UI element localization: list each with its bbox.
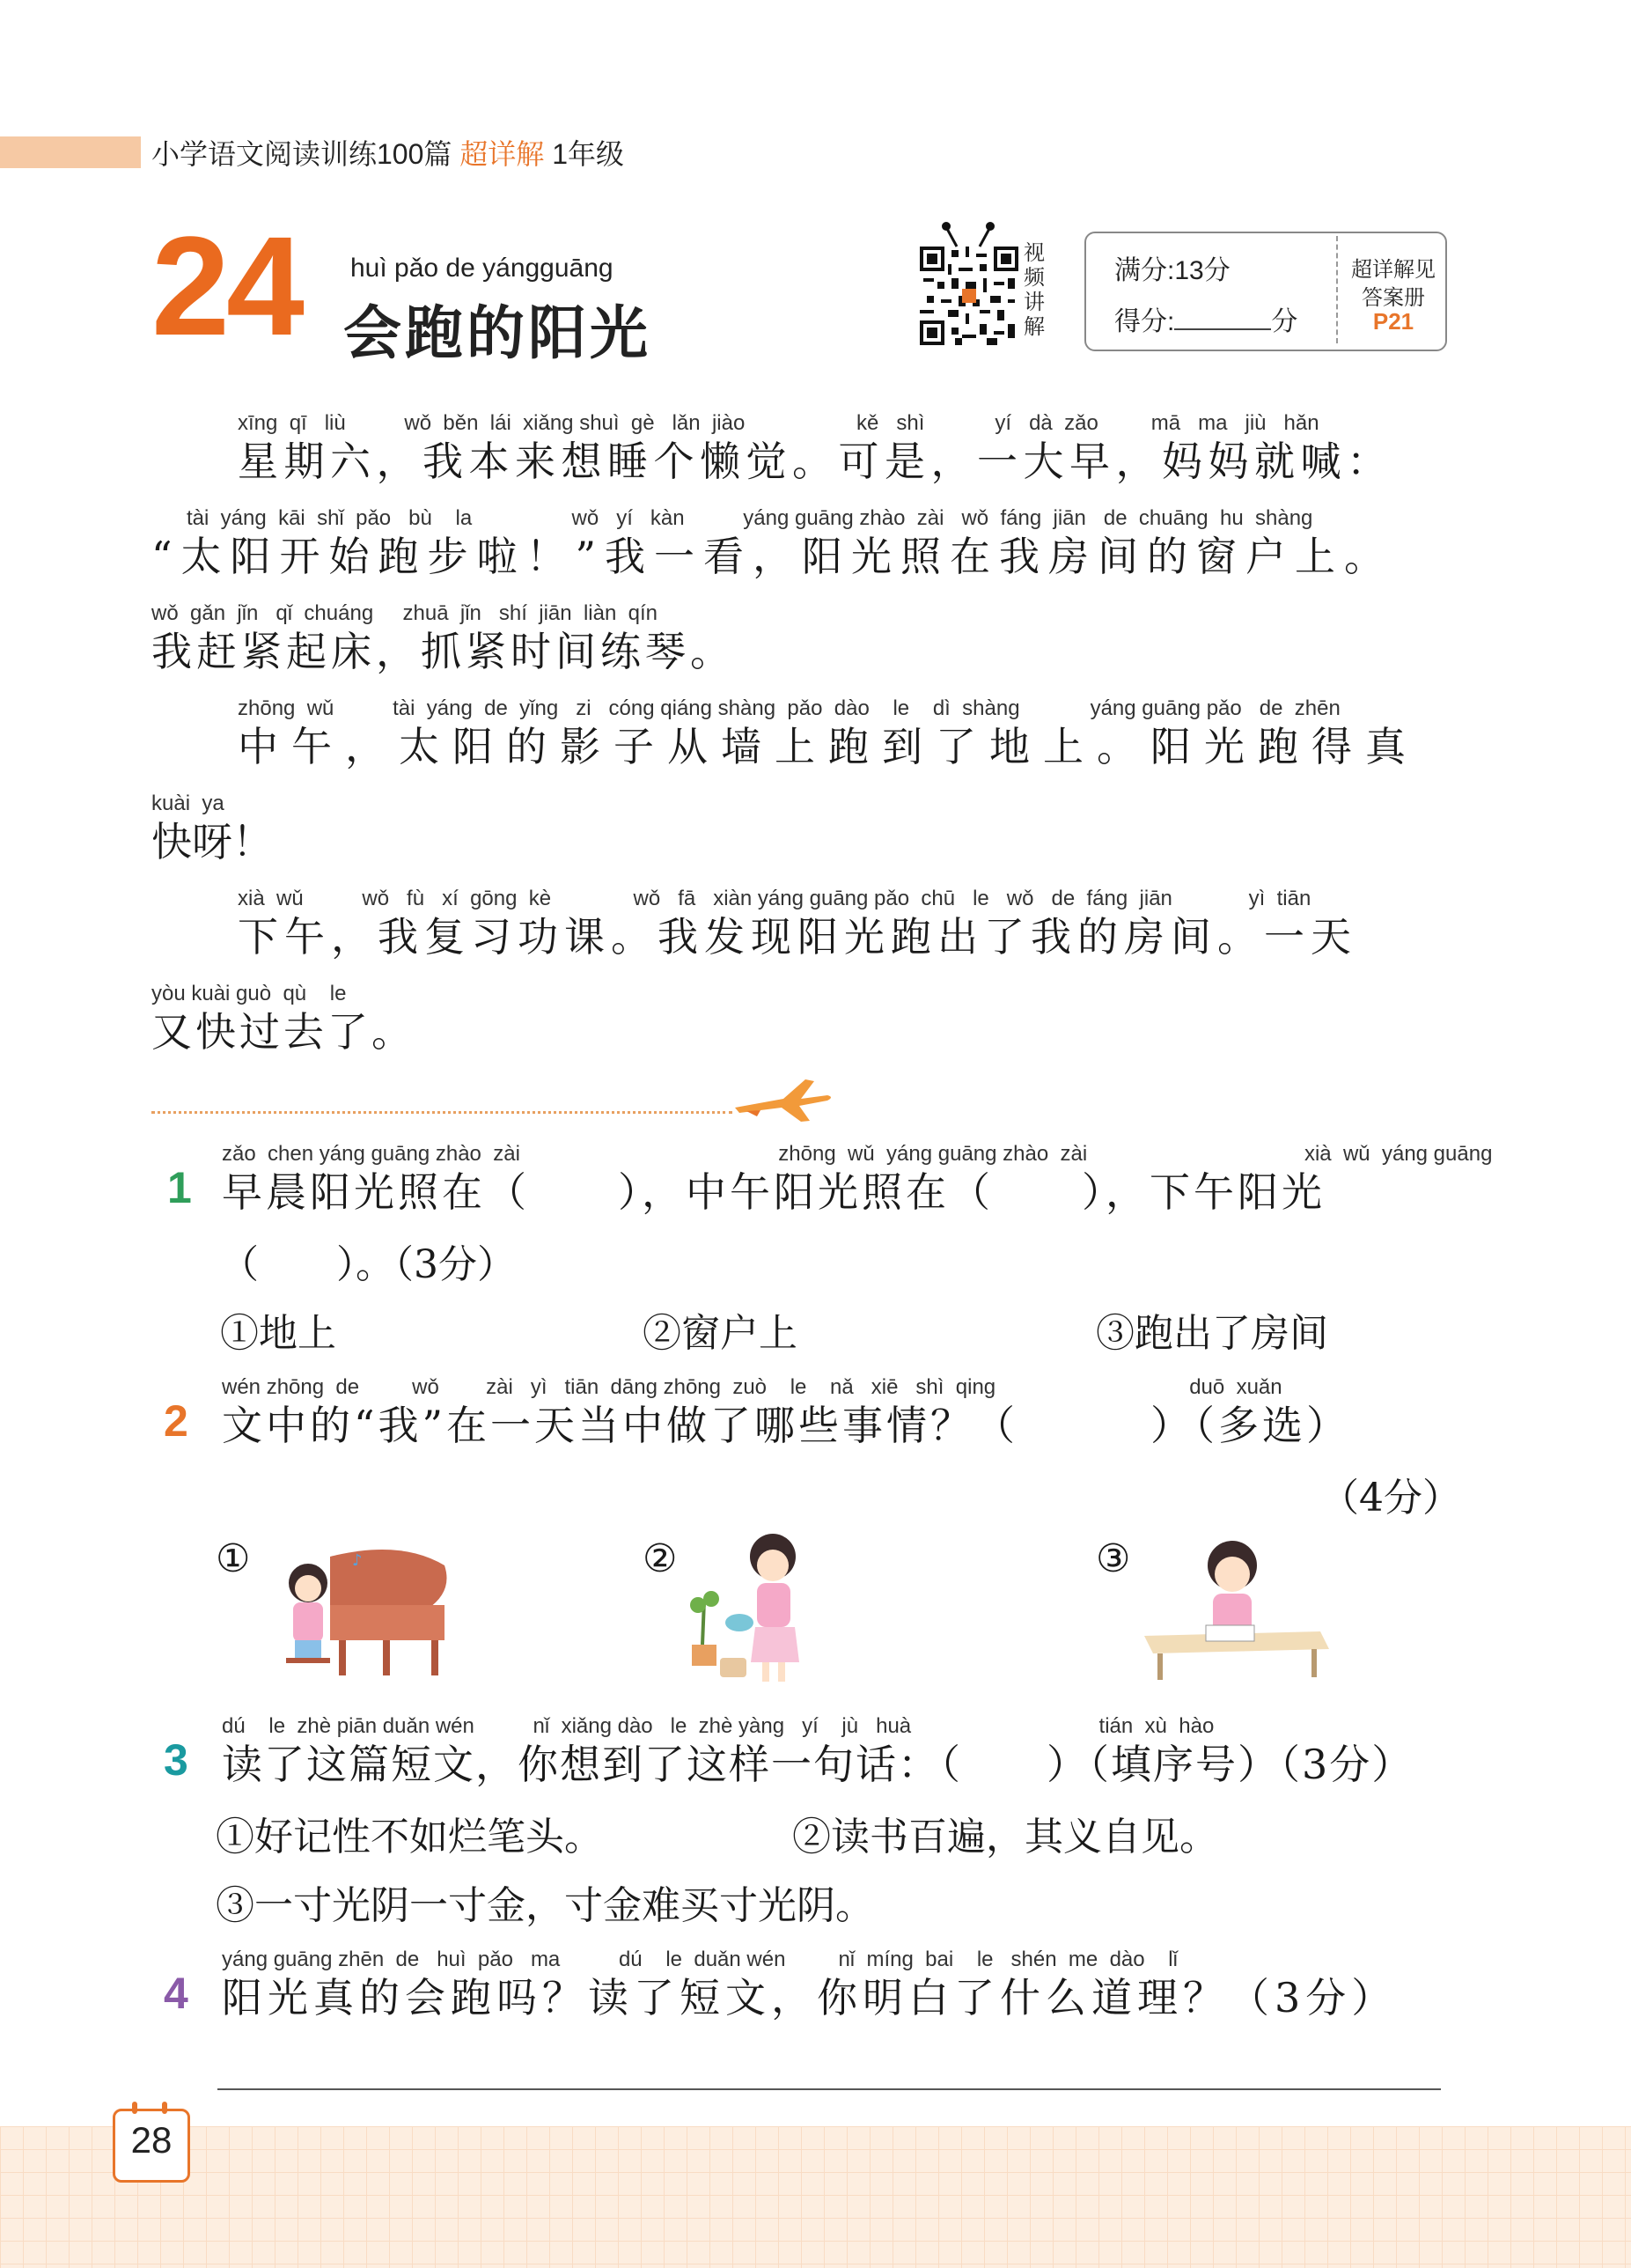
score-field[interactable] [1114,299,1297,338]
option-marker-3[interactable]: ③ [1096,1536,1131,1581]
qr-code-icon[interactable] [920,247,1018,345]
lesson-number: 24 [151,207,301,364]
antenna-icon [937,220,999,248]
option-2[interactable]: ②读书百遍，其义自见。 [792,1815,1218,1859]
hanzi-line: 读了这篇短文，你想到了这样一句话：（ ）（填序号）（3分） [222,1741,1414,1788]
passage-line [151,981,415,1057]
hanzi-line: 快呀！ [151,818,273,865]
question-text [222,1713,1414,1789]
watering-girl-illustration[interactable] [685,1530,826,1689]
score-blank[interactable] [1174,306,1271,330]
passage-line [238,410,1393,486]
pinyin-line: zhōng wǔ tài yáng de yǐng zi cóng qiáng shàng pǎo dào le dì shàng yáng guāng pǎo de zhēn [238,696,1341,720]
score-got-label: 得分: [1114,307,1175,336]
pinyin-line: wǒ gǎn jǐn qǐ chuáng zhuā jǐn shí jiān liàn qín [151,601,658,625]
hanzi-line: 早晨阳光照在（ ），中午阳光照在（ ），下午阳光 [222,1168,1326,1216]
question-number: 1 [167,1163,192,1212]
passage-line [151,505,1393,581]
answer-ref-line2: 答案册 [1362,286,1425,310]
pinyin-line: yòu kuài guò qù le [151,982,347,1005]
pinyin-line: xià wǔ wǒ fù xí gōng kè wǒ fā xiàn yáng guāng pǎo chū le wǒ de fáng jiān yì tiān [238,887,1311,910]
header-title [151,132,624,173]
question-text [222,1374,1350,1450]
question-number: 2 [164,1396,188,1446]
question-text [222,1141,1492,1217]
answer-ref-line1: 超详解见 [1351,258,1436,282]
hanzi-line: 中午，太阳的影子从墙上跑到了地上。阳光跑得真 [238,723,1419,770]
option-2[interactable]: ②窗户上 [643,1311,797,1356]
hanzi-line: 我赶紧起床，抓紧时间练琴。 [151,628,735,675]
question-text [222,1947,1397,2022]
hanzi-line: “太阳开始跑步啦！”我一看，阳光照在我房间的窗户上。 [151,533,1394,580]
header-band [0,136,141,168]
svg-text:♪: ♪ [352,1551,363,1570]
page-number: 28 [130,2119,173,2161]
hanzi-line: 文中的“我”在一天当中做了哪些事情？（ ）（多选） [222,1402,1351,1449]
passage-line [238,696,1419,771]
calendar-icon [125,2100,174,2116]
pinyin-line: tài yáng kāi shǐ pǎo bù la wǒ yí kàn yáng guāng zhào zài wǒ fáng jiān de chuāng hu shàng [187,506,1313,530]
pinyin-line: wén zhōng de wǒ zài yì tiān dāng zhōng zuò le nǎ xiē shì qing duō xuǎn [222,1375,1282,1399]
pinyin-line: yáng guāng zhēn de huì pǎo ma dú le duǎn wén nǐ míng bai le shén me dào lǐ [222,1948,1178,1971]
score-unit: 分 [1271,307,1298,336]
grade-label: 1年级 [552,138,625,170]
studying-girl-illustration[interactable] [1135,1530,1329,1684]
full-score-label: 满分:13分 [1114,256,1231,285]
series-highlight: 超详解 [459,138,545,170]
option-marker-1[interactable]: ① [216,1536,251,1581]
lesson-title: 会跑的阳光 [343,300,651,365]
series-title: 小学语文阅读训练100篇 [151,138,452,170]
option-1[interactable]: ①好记性不如烂笔头。 [216,1815,603,1859]
airplane-icon [731,1072,836,1125]
pinyin-line: kuài ya [151,792,224,815]
question-number: 3 [164,1735,188,1785]
hanzi-line: 星期六，我本来想睡个懒觉。可是，一大早，妈妈就喊： [238,438,1393,485]
score-divider [1336,236,1338,343]
passage-line [238,886,1357,961]
hanzi-line: 阳光真的会跑吗？读了短文，你明白了什么道理？（3分） [222,1974,1398,2021]
pinyin-line: xīng qī liù wǒ běn lái xiǎng shuì gè lǎn jiào kě shì yí dà zǎo mā ma jiù hǎn [238,411,1319,435]
section-divider [151,1111,732,1114]
title-pinyin: huì pǎo de yángguāng [350,254,613,283]
option-1[interactable]: ①地上 [220,1311,336,1356]
hanzi-line: 又快过去了。 [151,1008,415,1056]
pinyin-line: zǎo chen yáng guāng zhào zài zhōng wǔ yáng guāng zhào zài xià wǔ yáng guāng [222,1142,1493,1166]
piano-girl-illustration[interactable] [268,1530,471,1680]
option-marker-2[interactable]: ② [643,1536,678,1581]
hanzi-line: 下午，我复习功课。我发现阳光跑出了我的房间。一天 [238,913,1357,961]
passage-line [151,791,273,866]
question-number: 4 [164,1969,188,2018]
option-3[interactable]: ③跑出了房间 [1096,1311,1328,1356]
question-points: （4分） [1320,1476,1461,1521]
pinyin-line: dú le zhè piān duǎn wén nǐ xiǎng dào le zhè yàng yí jù huà tián xù hào [222,1714,1215,1738]
answer-line[interactable] [217,2088,1441,2090]
option-3[interactable]: ③一寸光阴一寸金，寸金难买寸光阴。 [216,1883,874,1928]
answer-ref-page: P21 [1372,308,1414,335]
video-explain-label: 视 频 讲 解 [1024,241,1045,339]
question-line: （ ）。（3分） [220,1242,516,1287]
footer-grid [0,2126,1631,2268]
passage-line [151,600,735,676]
